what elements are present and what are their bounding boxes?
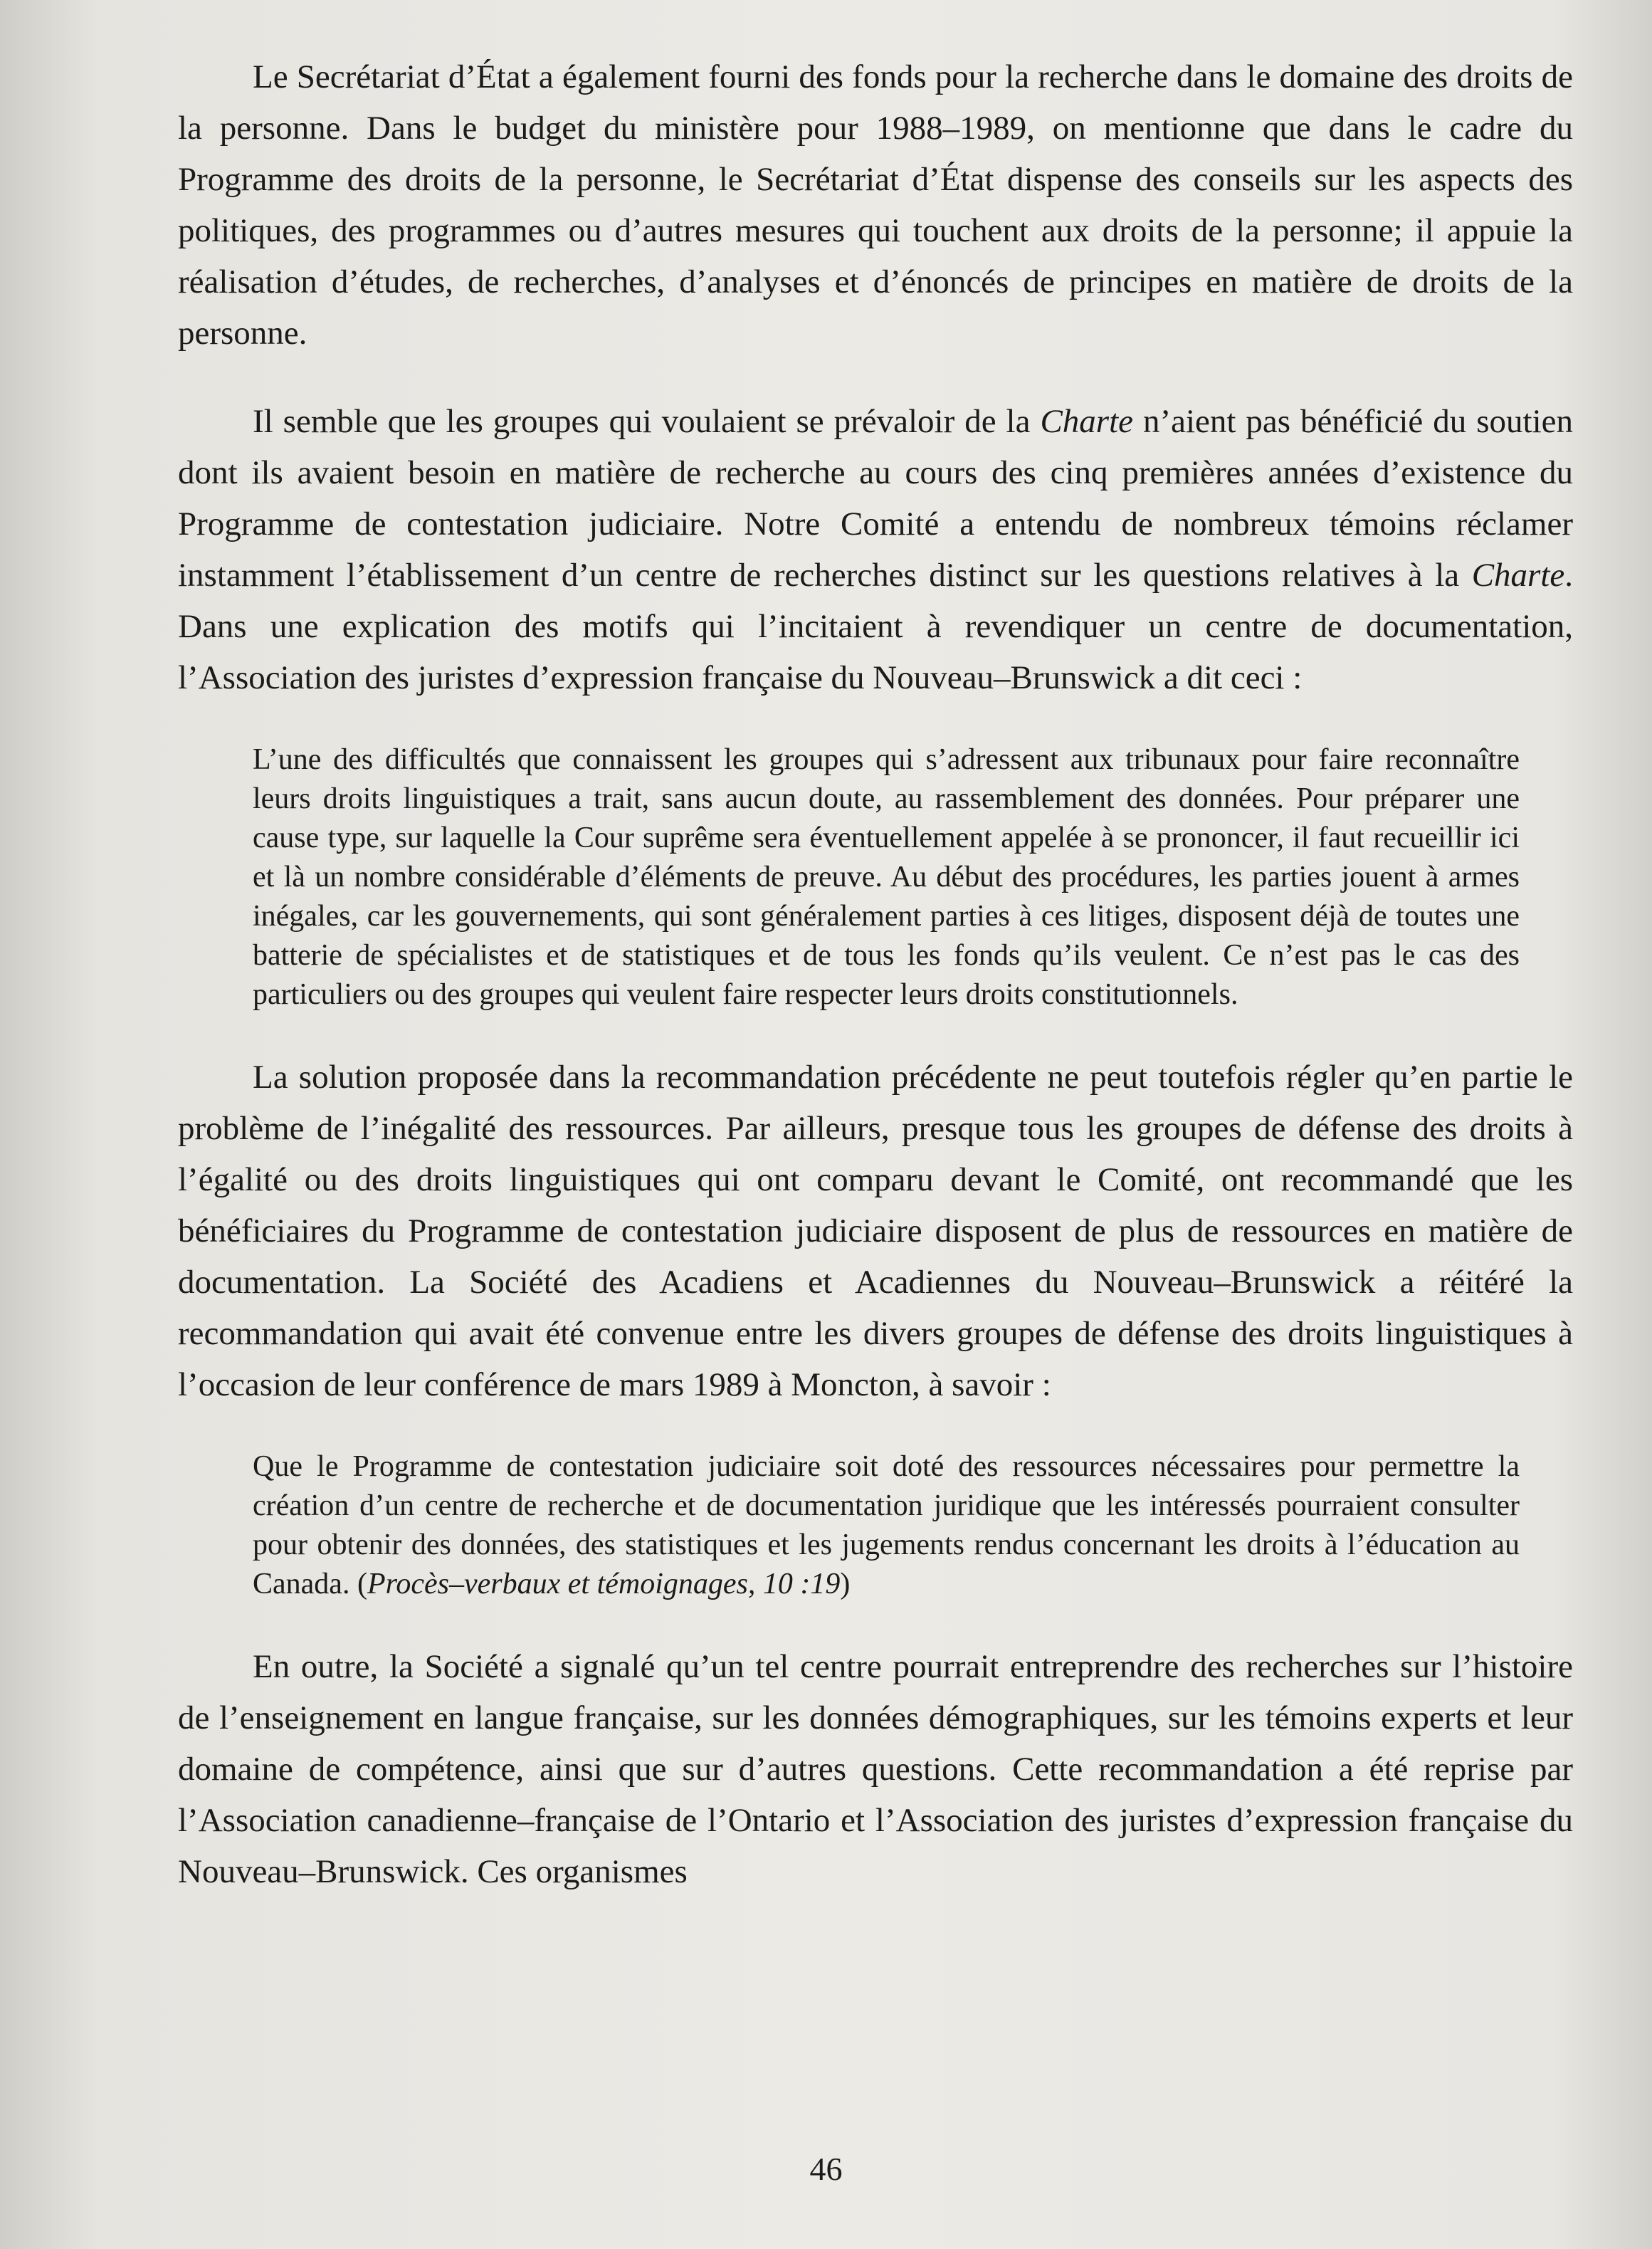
paragraph-2-part-2: n’aient pas bénéficié du soutien dont ils avaient besoin en matière de recherche au cours des cinq premières années d’existence du Programme de contestation judiciaire. Notre Comité a entendu de nombreux témoins réclamer instamment l’établissement d’un centre de recherches distinct sur les questions relatives à la — [178, 403, 1573, 594]
block-quote-2-close: ) — [840, 1568, 851, 1600]
block-quote-2-text: Que le Programme de contestation judiciaire soit doté des ressources nécessaires pour permettre la création d’un centre de recherche et de documentation juridique que les intéressés pourraient consulter pour obtenir des données, des statistiques et les jugements rendus concernant les droits à l’éducation au Canada. ( — [253, 1450, 1520, 1600]
page-body — [178, 51, 1573, 1934]
paragraph-2 — [178, 396, 1573, 703]
paragraph-2-part-1: Il semble que les groupes qui voulaient se prévaloir de la — [253, 403, 1041, 440]
charte-italic-1: Charte — [1040, 403, 1133, 440]
block-quote-2 — [253, 1447, 1520, 1604]
block-quote-1: L’une des difficultés que connaissent les groupes qui s’adressent aux tribunaux pour faire reconnaître leurs droits linguistiques a trait, sans aucun doute, au rassemblement des données. Pour préparer une cause type, sur laquelle la Cour suprême sera éventuellement appelée à se prononcer, il faut recueillir ici et là un nombre considérable d’éléments de preuve. Au début des procédures, les parties jouent à armes inégales, car les gouvernements, qui sont généralement parties à ces litiges, disposent déjà de toutes une batterie de spécialistes et de statistiques et de tous les fonds qu’ils veulent. Ce n’est pas le cas des particuliers ou des groupes qui veulent faire respecter leurs droits constitutionnels. — [253, 743, 1520, 1011]
paragraph-3: La solution proposée dans la recommandation précédente ne peut toutefois régler qu’en partie le problème de l’inégalité des ressources. Par ailleurs, presque tous les groupes de défense des droits à l’égalité ou des droits linguistiques qui ont comparu devant le Comité, ont recommandé que les bénéficiaires du Programme de contestation judiciaire disposent de plus de ressources en matière de documentation. La Société des Acadiens et Acadiennes du Nouveau–Brunswick a réitéré la recommandation qui avait été convenue entre les divers groupes de défense des droits linguistiques à l’occasion de leur conférence de mars 1989 à Moncton, à savoir : — [178, 1059, 1573, 1403]
charte-italic-2: Charte — [1471, 557, 1565, 594]
page-number: 46 — [809, 2151, 843, 2187]
paragraph-1: Le Secrétariat d’État a également fourni des fonds pour la recherche dans le domaine des droits de la personne. Dans le budget du ministère pour 1988–1989, on mentionne que dans le cadre du Programme des droits de la personne, le Secrétariat d’État dispense des conseils sur les aspects des politiques, des programmes ou d’autres mesures qui touchent aux droits de la personne; il appuie la réalisation d’études, de recherches, d’analyses et d’énoncés de principes en matière de droits de la personne. — [178, 58, 1573, 352]
paragraph-2-part-3: . Dans une explication des motifs qui l’incitaient à revendiquer un centre de documentation, l’Association des juristes d’expression française du Nouveau–Brunswick a dit ceci : — [178, 557, 1573, 696]
block-quote-2-citation: Procès–verbaux et témoignages, 10 :19 — [367, 1568, 841, 1600]
paragraph-4: En outre, la Société a signalé qu’un tel centre pourrait entreprendre des recherches sur l’histoire de l’enseignement en langue française, sur les données démographiques, sur les témoins experts et leur domaine de compétence, ainsi que sur d’autres questions. Cette recommandation a été reprise par l’Association canadienne–française de l’Ontario et l’Association des juristes d’expression française du Nouveau–Brunswick. Ces organismes — [178, 1648, 1573, 1890]
